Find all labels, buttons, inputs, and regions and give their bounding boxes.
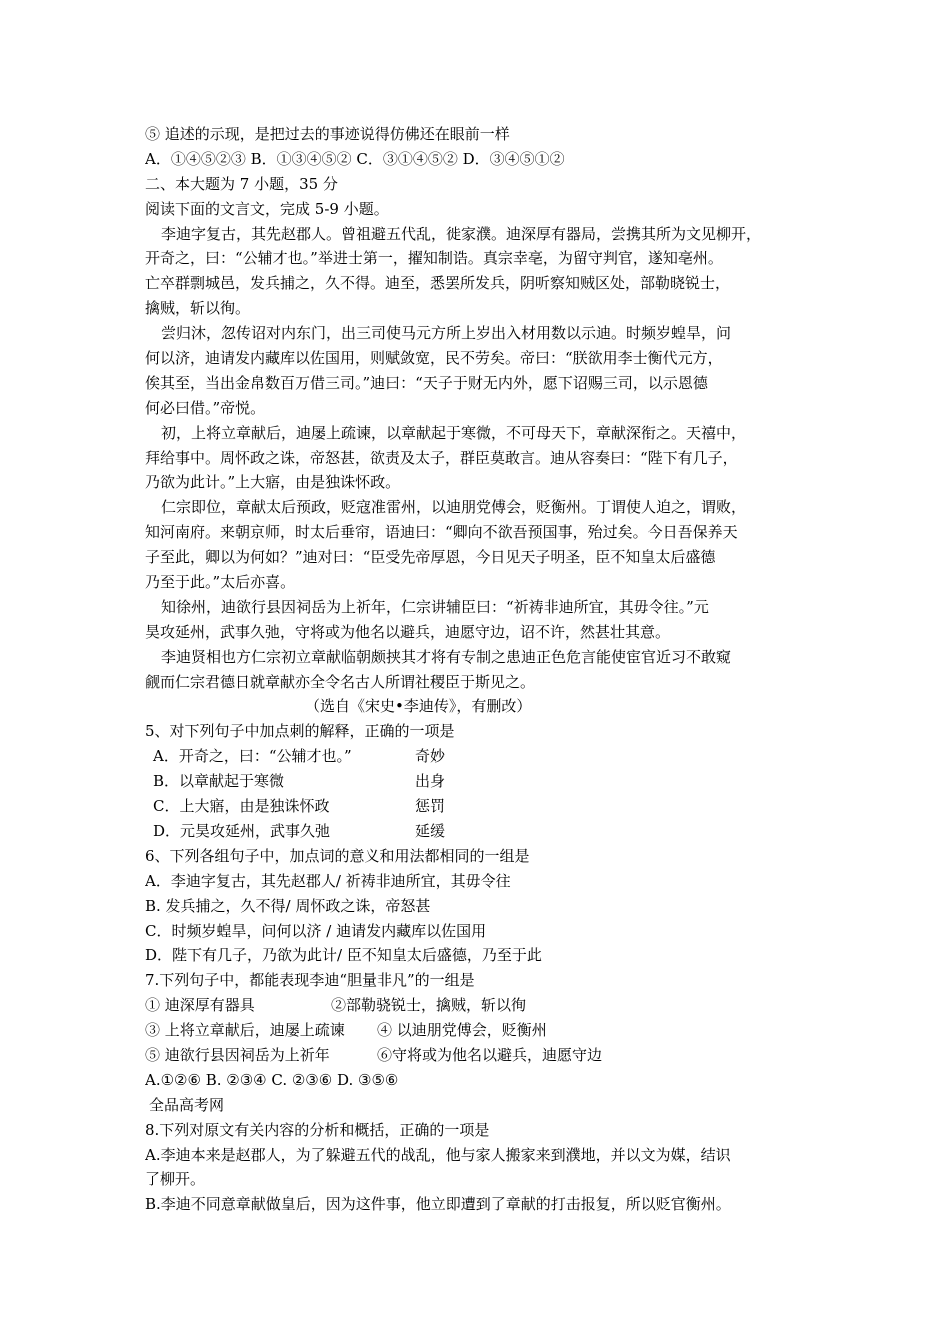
question-7-item: ③ 上将立章献后，迪屡上疏谏 — [145, 1021, 345, 1040]
question-7-stem: 7.下列句子中，都能表现李迪“胆量非凡”的一组是 — [145, 971, 475, 990]
option-answer: 惩罚 — [415, 797, 446, 816]
passage-line: 俟其至，当出金帛数百万借三司。”迪曰：“天子于财无内外，愿下诏赐三司，以示恩德 — [145, 373, 708, 392]
question-4-options: A．①④⑤②③ B．①③④⑤② C．③①④⑤② D．③④⑤①② — [145, 149, 565, 168]
question-5-option-b — [145, 769, 825, 794]
question-7-item: ④ 以迪朋党傅会，贬衡州 — [377, 1021, 547, 1040]
text-line: ⑤ 追述的示现，是把过去的事迹说得仿佛还在眼前一样 — [145, 125, 510, 143]
passage-source: （选自《宋史•李迪传》，有删改） — [305, 697, 532, 716]
question-7-item: ⑤ 迪欲行县因祠岳为上祈年 — [145, 1045, 330, 1064]
passage-line: 昊攻延州，武事久弛，守将或为他名以避兵，迪愿守边，诏不许，然甚壮其意。 — [145, 622, 671, 641]
question-6-option-a: A．李迪字复古，其先赵郡人/ 祈祷非迪所宜，其毋令往 — [145, 871, 511, 890]
option-answer: 出身 — [415, 772, 446, 791]
passage-line: 尝归沐，忽传诏对内东门，出三司使马元方所上岁出入材用数以示迪。时频岁蝗旱，问 — [161, 324, 732, 343]
section-heading: 二、本大题为 7 小题，35 分 — [145, 174, 338, 193]
question-5-option-a — [145, 744, 825, 769]
question-6-option-c: C．时频岁蝗旱，问何以济 / 迪请发内藏库以佐国用 — [145, 921, 487, 940]
passage-line: 拜给事中。周怀政之诛，帝怒甚，欲责及太子，群臣莫敢言。迪从容奏曰：“陛下有几子， — [145, 448, 738, 467]
question-6-stem: 6、下列各组句子中，加点词的意义和用法都相同的一组是 — [145, 846, 530, 865]
passage-line: 仁宗即位，章献太后预政，贬寇准雷州，以迪朋党傅会，贬衡州。丁谓使人迫之，谓败， — [161, 498, 747, 517]
question-7-items-row — [145, 993, 825, 1018]
passage-line: 初，上将立章献后，迪屡上疏谏，以章献起于寒微，不可母天下，章献深衔之。天禧中， — [161, 423, 747, 442]
passage-line: 觎而仁宗君德日就章献亦全令名古人所谓社稷臣于斯见之。 — [145, 672, 536, 691]
passage-line: 擒贼，斩以徇。 — [145, 299, 251, 318]
question-6-option-b: B. 发兵捕之，久不得/ 周怀政之诛，帝怒甚 — [145, 896, 431, 915]
question-7-item: ⑥守将或为他名以避兵，迪愿守边 — [377, 1045, 603, 1064]
question-5-option-d — [145, 819, 825, 844]
question-7-options: A.①②⑥ B. ②③④ C. ②③⑥ D. ③⑤⑥ — [145, 1070, 399, 1089]
question-7-item: ②部勒骁锐士，擒贼，斩以徇 — [331, 996, 527, 1015]
question-7-items-row — [145, 1018, 825, 1043]
passage-line: 乃欲为此计。”上大寤，由是独诛怀政。 — [145, 473, 401, 492]
question-8-option-a: A.李迪本来是赵郡人，为了躲避五代的战乱，他与家人搬家来到濮地，并以文为媒，结识 — [145, 1145, 731, 1164]
passage-line: 李迪贤相也方仁宗初立章献临朝颇挟其才将有专制之患迪正色危言能使宦官近习不敢窥 — [161, 647, 732, 666]
question-5-option-c — [145, 794, 825, 819]
passage-line: 何以济，迪请发内藏库以佐国用，则赋敛宽，民不劳矣。帝曰：“朕欲用李士衡代元方， — [145, 349, 723, 368]
question-7-item: ① 迪深厚有器具 — [145, 996, 255, 1015]
question-8-stem: 8.下列对原文有关内容的分析和概括，正确的一项是 — [145, 1120, 490, 1139]
option-answer: 奇妙 — [415, 747, 446, 766]
passage-line: 知徐州，迪欲行县因祠岳为上祈年，仁宗讲辅臣曰：“祈祷非迪所宜，其毋令往。”元 — [161, 597, 709, 616]
reading-instruction: 阅读下面的文言文，完成 5-9 小题。 — [145, 199, 389, 218]
option-text: D．元昊攻延州，武事久弛 — [153, 821, 331, 840]
passage-line: 乃至于此。”太后亦喜。 — [145, 573, 296, 592]
question-6-option-d: D．陛下有几子，乃欲为此计/ 臣不知皇太后盛德，乃至于此 — [145, 946, 542, 965]
passage-line: 知河南府。来朝京师，时太后垂帘，语迪曰：“卿向不欲吾预国事，殆过矣。今日吾保养天 — [145, 523, 738, 542]
option-text: A．开奇之，曰：“公辅才也。” — [153, 747, 352, 766]
question-7-items-row — [145, 1043, 825, 1068]
watermark-text: 全品高考网 — [149, 1095, 225, 1114]
question-8-option-a-cont: 了柳开。 — [145, 1170, 206, 1189]
passage-line: 李迪字复古，其先赵郡人。曾祖避五代乱，徙家濮。迪深厚有器局，尝携其所为文见柳开， — [161, 224, 762, 243]
passage-line: 子至此，卿以为何如？”迪对曰：“臣受先帝厚恩，今日见天子明圣，臣不知皇太后盛德 — [145, 548, 716, 567]
option-text: C．上大寤，由是独诛怀政 — [153, 797, 330, 816]
passage-line: 开奇之，曰：“公辅才也。”举进士第一，擢知制诰。真宗幸亳，为留守判官，遂知亳州。 — [145, 249, 723, 268]
option-text: B．以章献起于寒微 — [153, 772, 285, 791]
document-page — [145, 122, 825, 1217]
question-8-option-b: B.李迪不同意章献做皇后，因为这件事，他立即遭到了章献的打击报复，所以贬官衡州。 — [145, 1195, 731, 1214]
passage-line: 何必曰借。”帝悦。 — [145, 398, 266, 417]
option-answer: 延缓 — [415, 821, 446, 840]
passage-line: 亡卒群剽城邑，发兵捕之，久不得。迪至，悉罢所发兵，阴听察知贼区处，部勒晓锐士， — [145, 274, 731, 293]
question-5-stem: 5、对下列句子中加点刺的解释，正确的一项是 — [145, 722, 455, 741]
